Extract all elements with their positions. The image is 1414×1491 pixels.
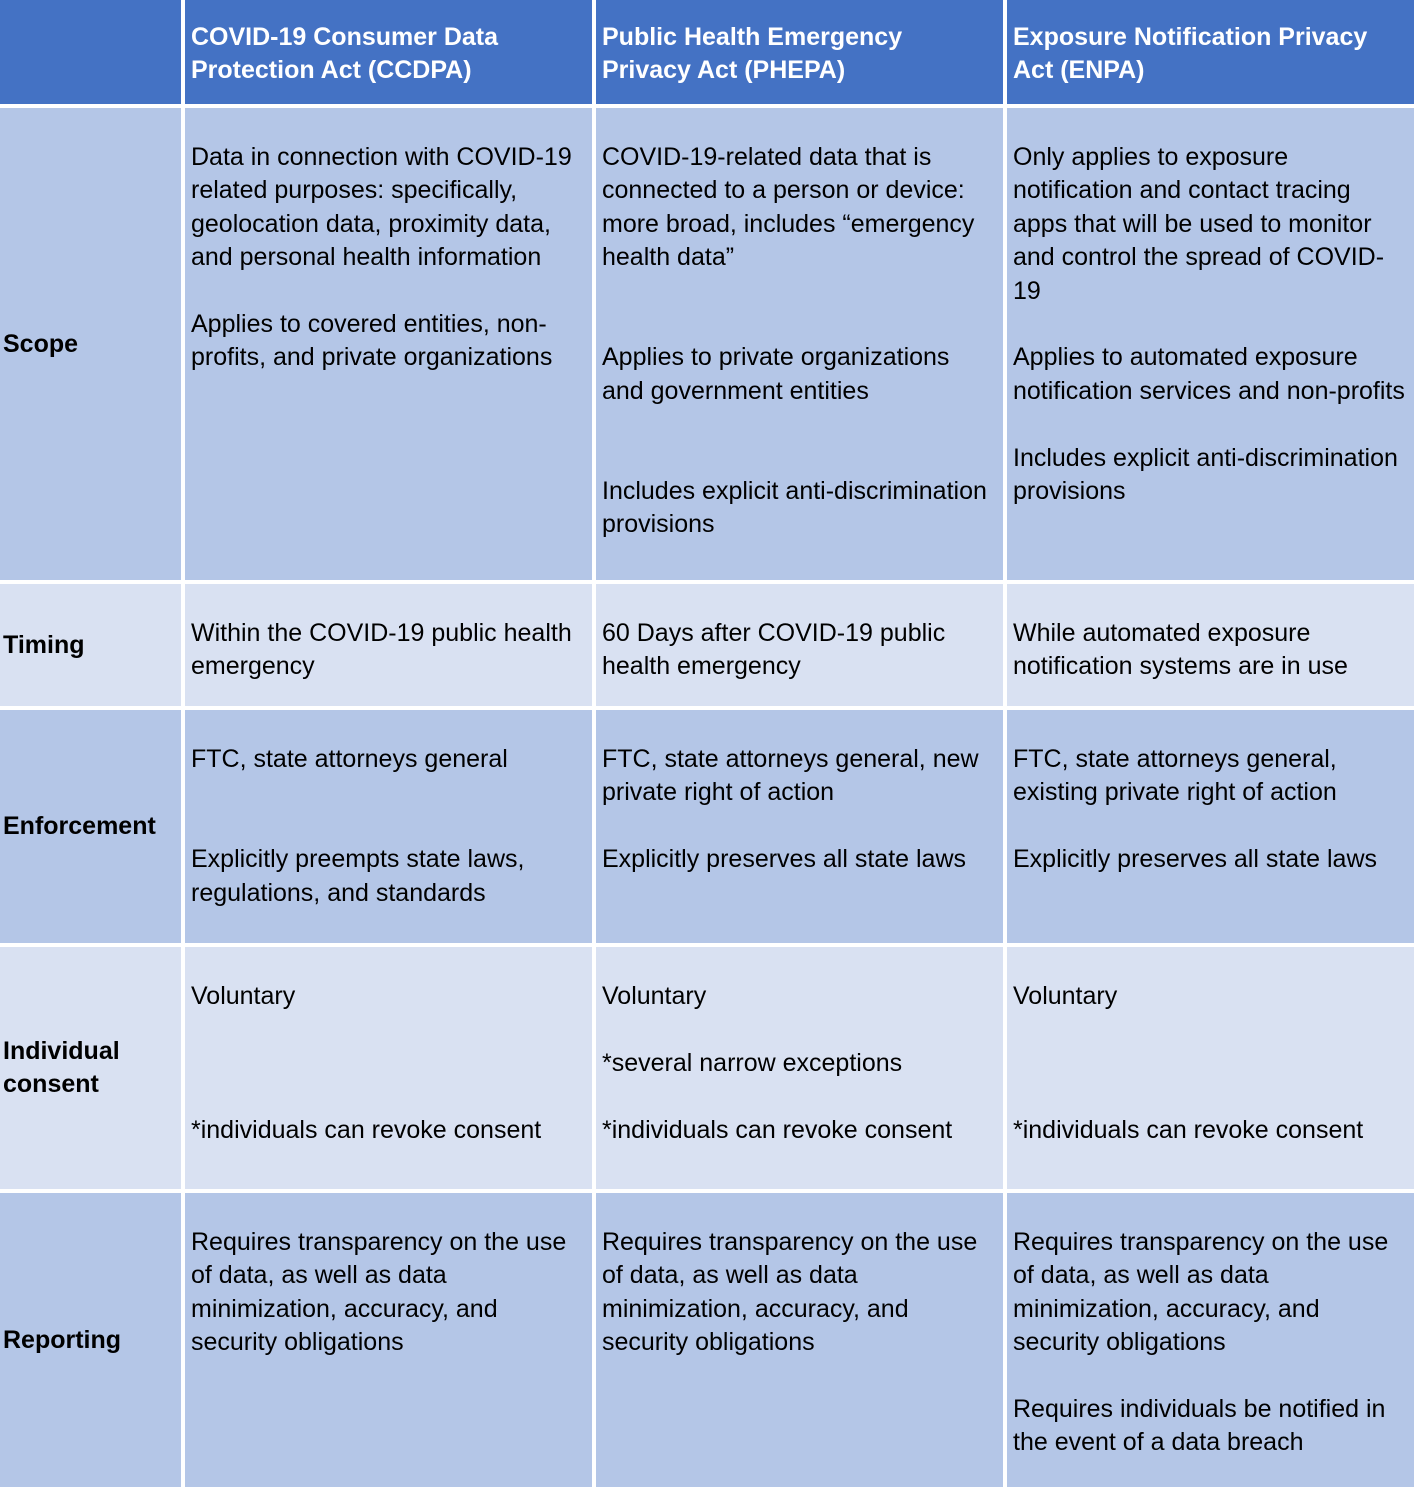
scope-phepa-cell — [596, 108, 1003, 580]
cell-paragraph: While automated exposure notification systems are in use — [1013, 619, 1348, 681]
cell-paragraph: FTC, state attorneys general — [191, 745, 508, 773]
cell-paragraph: FTC, state attorneys general, existing private right of action — [1013, 745, 1337, 807]
row-label-scope — [0, 108, 181, 580]
cell-paragraph: Requires transparency on the use of data, as well as data minimization, accuracy, and security obligations — [1013, 1228, 1389, 1357]
reporting-phepa-cell — [596, 1193, 1003, 1487]
cell-paragraph: Voluntary — [602, 982, 707, 1010]
cell-paragraph: *several narrow exceptions — [602, 1048, 903, 1077]
enforcement-phepa-cell — [596, 710, 1003, 943]
consent-enpa-cell — [1007, 947, 1414, 1189]
enforcement-enpa-cell — [1007, 710, 1414, 943]
enforcement-ccdpa-cell — [185, 710, 592, 943]
cell-paragraph: Applies to private organizations and government entities — [602, 343, 950, 405]
reporting-enpa-cell — [1007, 1193, 1414, 1487]
row-label-enforcement — [0, 710, 181, 943]
cell-paragraph: Explicitly preserves all state laws — [602, 845, 967, 874]
cell-paragraph: Data in connection with COVID-19 related purposes: specifically, geolocation data, proximity data, and personal health information — [191, 143, 572, 272]
cell-paragraph: Requires transparency on the use of data, as well as data minimization, accuracy, and security obligations — [602, 1228, 978, 1357]
row-label-reporting — [0, 1193, 181, 1487]
cell-paragraph: *individuals can revoke consent — [1013, 1115, 1364, 1144]
cell-paragraph: Includes explicit anti-discrimination provisions — [1013, 443, 1398, 506]
cell-paragraph: *individuals can revoke consent — [191, 1115, 542, 1144]
timing-enpa-cell — [1007, 584, 1414, 706]
row-label-text: Reporting — [3, 1325, 122, 1354]
cell-paragraph: Requires transparency on the use of data, as well as data minimization, accuracy, and security obligations — [191, 1228, 567, 1357]
header-ccdpa: COVID-19 Consumer Data Protection Act (CCDPA) — [185, 0, 592, 104]
cell-paragraph: Requires individuals be notified in the event of a data breach — [1013, 1395, 1386, 1457]
row-label-timing — [0, 584, 181, 706]
scope-ccdpa-cell — [185, 108, 592, 580]
cell-paragraph: Voluntary — [191, 982, 296, 1010]
scope-enpa-cell — [1007, 108, 1414, 580]
header-phepa: Public Health Emergency Privacy Act (PHEPA) — [596, 0, 1003, 104]
cell-paragraph: 60 Days after COVID-19 public health emergency — [602, 619, 946, 681]
timing-phepa-cell — [596, 584, 1003, 706]
reporting-ccdpa-cell — [185, 1193, 592, 1487]
row-label-text: Enforcement — [3, 812, 156, 840]
cell-paragraph: Voluntary — [1013, 982, 1118, 1010]
cell-paragraph: COVID-19-related data that is connected to a person or device: more broad, includes “emergency health data” — [602, 143, 975, 272]
cell-paragraph: Explicitly preserves all state laws — [1013, 845, 1378, 874]
cell-paragraph: *individuals can revoke consent — [602, 1115, 953, 1144]
cell-paragraph: Explicitly preempts state laws, regulations, and standards — [191, 845, 525, 907]
cell-paragraph: Only applies to exposure notification and contact tracing apps that will be used to monitor and control the spread of COVID-19 — [1013, 143, 1385, 305]
consent-ccdpa-cell — [185, 947, 592, 1189]
header-corner — [0, 0, 181, 104]
timing-ccdpa-cell — [185, 584, 592, 706]
row-label-text: Individual consent — [3, 1037, 120, 1098]
cell-paragraph: Applies to covered entities, non-profits, and private organizations — [191, 310, 553, 372]
cell-paragraph: Includes explicit anti-discrimination provisions — [602, 477, 987, 539]
row-label-text: Scope — [3, 329, 79, 358]
header-enpa: Exposure Notification Privacy Act (ENPA) — [1007, 0, 1414, 104]
row-label-text: Timing — [3, 630, 85, 659]
row-label-consent — [0, 947, 181, 1189]
cell-paragraph: Applies to automated exposure notification services and non-profits — [1013, 343, 1405, 405]
cell-paragraph: FTC, state attorneys general, new private right of action — [602, 745, 979, 807]
cell-paragraph: Within the COVID-19 public health emergency — [191, 619, 572, 681]
consent-phepa-cell — [596, 947, 1003, 1189]
